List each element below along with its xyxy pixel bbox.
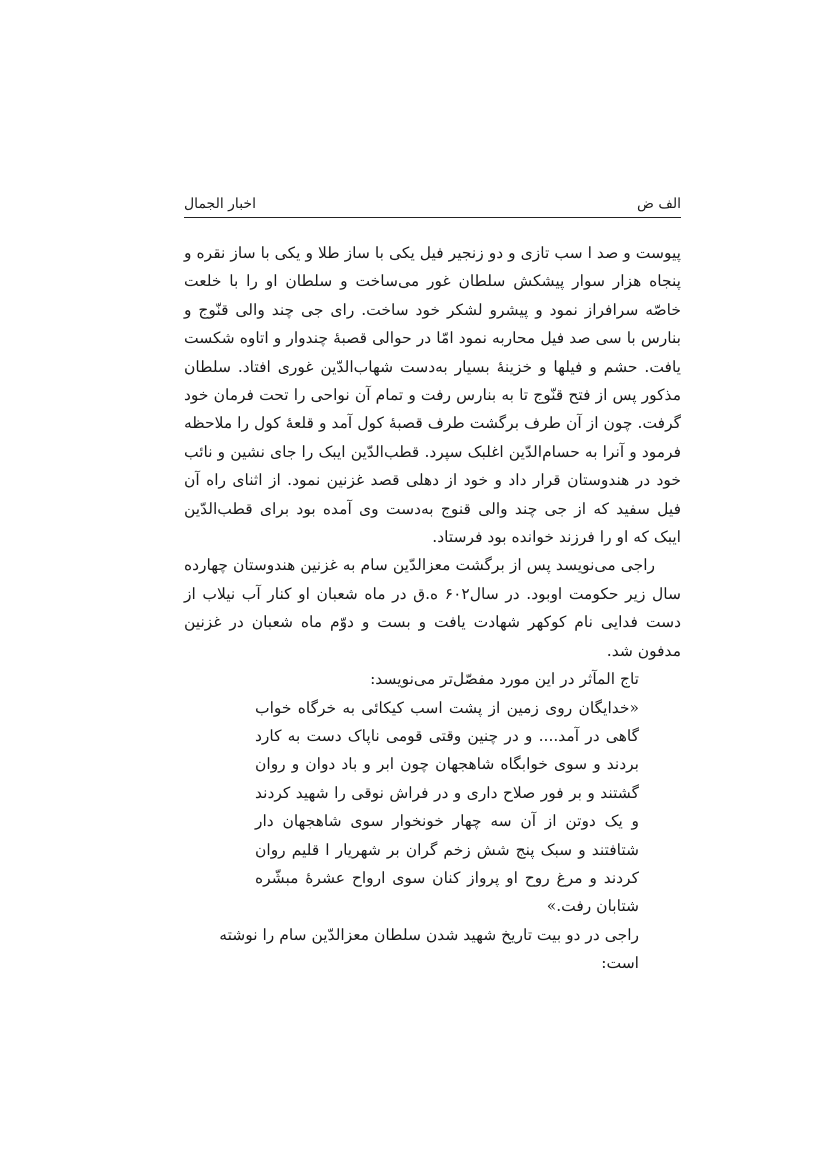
running-title: اخبار الجمال xyxy=(184,196,256,212)
block-quote: «خدایگان روی زمین از پشت اسب کیکائی به خرگاه خواب گاهی در آمد.... و در چنین وقتی قومی ناپاک دست به کارد بردند و سوی خوابگاه شاهجهان چون ابر و باد دوان و روان گشتند و بر فور صلاح داری و در فراش نوقی را شهید کردند و یک دوتن از آن سه چهار خونخوار سوی شاهجهان دار شتافتند و سبک پنج شش زخم گران بر شهریار ا قلیم روان کردند و مرغ روح او پرواز کنان سوی ارواح عشرهٔ مبشّره شتابان رفت.» xyxy=(255,698,639,916)
quote-intro: تاج المآثر در این مورد مفصّل‌تر می‌نویسد: xyxy=(370,670,639,689)
body-text xyxy=(184,239,681,978)
page-number: الف ض xyxy=(636,196,681,212)
paragraph: پیوست و صد ا سب تازی و دو زنجیر فیل یکی با ساز طلا و یکی با ساز نقره و پنجاه هزار سوار پیشکش سلطان غور می‌ساخت و سلطان او را با خلعت خاصّه سرافراز نمود و پیشرو لشکر خود ساخت. رای جی چند والی قنّوج و بنارس با سی صد فیل محاربه نمود امّا در حوالی قصبهٔ چندوار و اتاوه شکست یافت. حشم و فیلها و خزینهٔ بسیار به‌دست شهاب‌الدّین غوری افتاد. سلطان مذکور پس از فتح قنّوج تا به بنارس رفت و تمام آن نواحی را تحت فرمان خود گرفت. چون از آن طرف برگشت طرف قصبهٔ کول آمد و قلعهٔ کول را ملاحظه فرمود و آنرا به حسام‌الدّین اغلبک سپرد. قطب‌الدّین ایبک را جای نشین و نائب خود در هندوستان قرار داد و خود از دهلی قصد غزنین نمود. از اثنای راه آن فیل سفید که از جی چند والی قنوج به‌دست وی آمده بود برای قطب‌الدّین ایبک که او را فرزند خوانده بود فرستاد. xyxy=(184,244,681,547)
running-header xyxy=(184,190,681,212)
paragraph: راجی می‌نویسد پس از برگشت معزالدّین سام به غزنین هندوستان چهارده سال زیر حکومت اوبود. در سال۶۰۲ ه.ق در ماه شعبان او کنار آب نیلاب از دست فدایی نام کوکهر شهادت یافت و بست و دوّم ماه شعبان در غزنین مدفون شد. xyxy=(184,556,682,660)
closing-line: راجی در دو بیت تاریخ شهید شدن سلطان معزالدّین سام را نوشته است: xyxy=(219,925,639,973)
header-divider xyxy=(184,217,681,218)
